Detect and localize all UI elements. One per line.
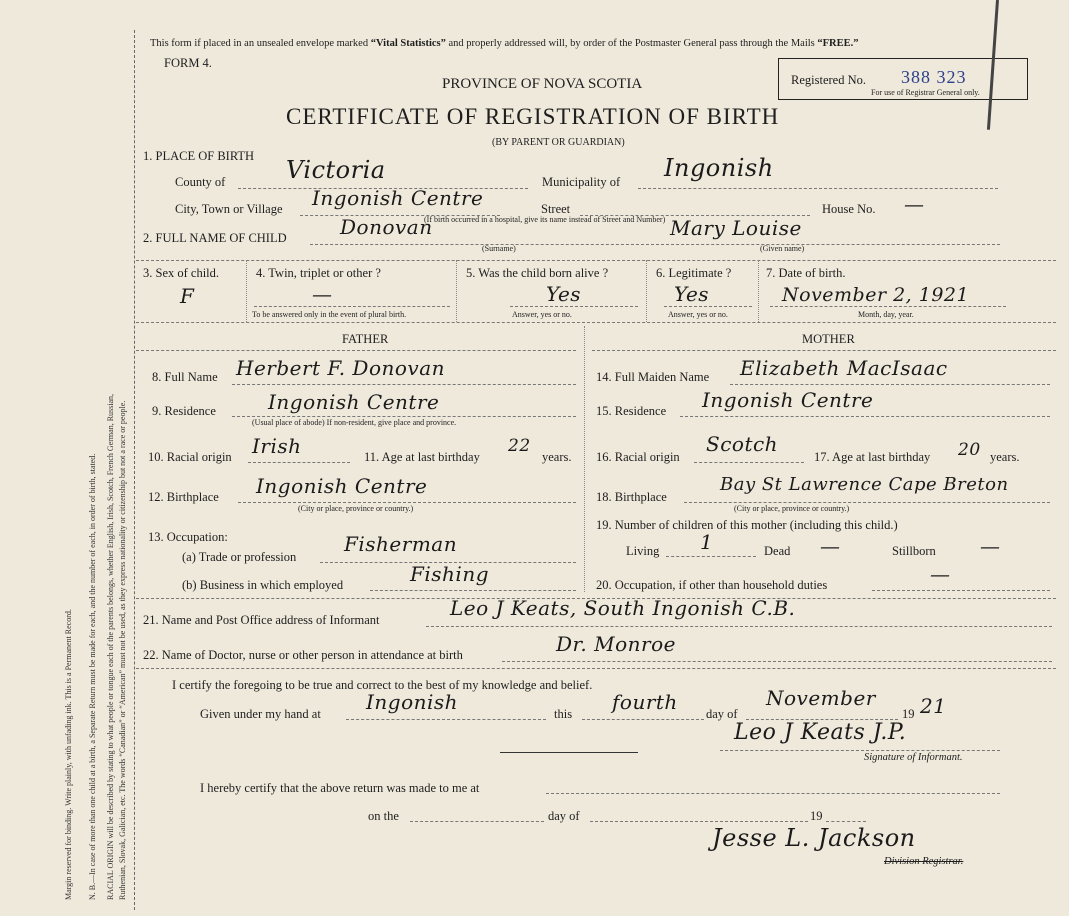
certify-text: I certify the foregoing to be true and correct to the best of my knowledge and belief.	[172, 678, 593, 692]
registrar-certify: I hereby certify that the above return was made to me at	[200, 781, 480, 795]
mother-residence-label: 15. Residence	[596, 404, 667, 418]
stamp-line	[500, 752, 638, 753]
alive-line	[510, 306, 638, 307]
registrar-year-prefix: 19	[810, 809, 823, 823]
alive-label: 5. Was the child born alive ?	[466, 266, 609, 280]
mother-racial-value: Scotch	[706, 432, 779, 456]
father-residence-label: 9. Residence	[152, 404, 216, 418]
father-residence-line	[232, 416, 576, 417]
living-value: 1	[700, 530, 714, 554]
place-label: 1. PLACE OF BIRTH	[143, 149, 255, 163]
col-divider-2	[456, 260, 457, 322]
father-birthplace-value: Ingonish Centre	[256, 474, 428, 498]
municipality-label: Municipality of	[542, 175, 621, 189]
child-surname: Donovan	[340, 215, 433, 239]
father-residence-value: Ingonish Centre	[268, 390, 440, 414]
postal-note-prefix: This form if placed in an unsealed envelope marked	[150, 38, 369, 49]
margin-rule	[134, 30, 135, 910]
father-age-years: years.	[542, 450, 572, 464]
date-line	[770, 306, 1006, 307]
sex-label: 3. Sex of child.	[143, 266, 220, 280]
col-divider-4	[758, 260, 759, 322]
mother-occupation-label: 20. Occupation, if other than household duties	[596, 578, 828, 592]
mother-residence-value: Ingonish Centre	[702, 388, 874, 412]
mother-birthplace-label: 18. Birthplace	[596, 490, 667, 504]
informant-signature-line	[720, 750, 1000, 751]
child-name-label: 2. FULL NAME OF CHILD	[143, 231, 287, 245]
mother-name-label: 14. Full Maiden Name	[596, 370, 710, 384]
municipality-line	[638, 188, 998, 189]
page-title: CERTIFICATE OF REGISTRATION OF BIRTH	[286, 104, 780, 129]
father-residence-note: (Usual place of abode) If non-resident, give place and province.	[252, 418, 457, 427]
city-label: City, Town or Village	[175, 202, 283, 216]
given-place-line	[346, 719, 546, 720]
trade-value: Fisherman	[344, 532, 458, 556]
mother-age-years: years.	[990, 450, 1020, 464]
dead-label: Dead	[764, 544, 791, 558]
house-value: —	[904, 192, 925, 216]
stillborn-value: —	[980, 534, 1001, 558]
mother-age-label: 17. Age at last birthday	[814, 450, 931, 464]
father-racial-label: 10. Racial origin	[148, 450, 232, 464]
alive-value: Yes	[546, 282, 582, 306]
twin-note: To be answered only in the event of plural birth.	[252, 310, 407, 319]
date-label: 7. Date of birth.	[766, 266, 846, 280]
day-value: fourth	[612, 690, 678, 714]
business-line	[370, 590, 576, 591]
registrar-place-line	[546, 793, 1000, 794]
county-label: County of	[175, 175, 226, 189]
twin-line	[254, 306, 450, 307]
province-heading: PROVINCE OF NOVA SCOTIA	[442, 76, 643, 92]
surname-note: (Surname)	[482, 244, 516, 253]
father-heading-line	[136, 350, 576, 351]
mother-occupation-value: —	[930, 562, 951, 586]
father-birthplace-note: (City or place, province or country.)	[298, 504, 414, 513]
registered-label: Registered No.	[791, 73, 866, 87]
mother-racial-line	[694, 462, 804, 463]
mother-racial-label: 16. Racial origin	[596, 450, 680, 464]
registrar-year-line	[826, 821, 866, 822]
county-value: Victoria	[286, 156, 386, 184]
registrar-month-line	[590, 821, 808, 822]
house-label: House No.	[822, 202, 876, 216]
legit-label: 6. Legitimate ?	[656, 266, 732, 280]
racial-origin-note: RACIAL ORIGIN will be described by stating to what people or tongue each of the parents belongs, whether English, Irish, Scotch, French German, Russian,	[106, 393, 115, 900]
registrar-signature: Jesse L. Jackson	[712, 824, 916, 852]
father-birthplace-label: 12. Birthplace	[148, 490, 219, 504]
mother-occupation-line	[872, 590, 1050, 591]
postal-note-mid: and properly addressed will, by order of the Postmaster General pass through the Mails	[448, 38, 815, 49]
father-racial-value: Irish	[252, 434, 302, 458]
mother-name-value: Elizabeth MacIsaac	[740, 356, 948, 380]
father-name-line	[232, 384, 576, 385]
sex-value: F	[180, 284, 195, 308]
certification-divider	[136, 668, 1056, 669]
child-name-line	[310, 244, 1000, 245]
doctor-value: Dr. Monroe	[556, 632, 676, 656]
registrar-day-of: day of	[548, 809, 580, 823]
street-label: Street	[541, 202, 571, 216]
city-value: Ingonish Centre	[312, 186, 484, 210]
twin-value: —	[312, 282, 333, 306]
municipality-value: Ingonish	[664, 154, 774, 182]
binding-note: Margin reserved for binding. Write plainly, with unfading ink. This is a Permanent Record.	[64, 609, 73, 900]
stillborn-label: Stillborn	[892, 544, 936, 558]
alive-note: Answer, yes or no.	[512, 310, 572, 319]
postal-note-free: “FREE.”	[817, 38, 859, 49]
doctor-line	[502, 661, 1052, 662]
col-divider-1	[246, 260, 247, 322]
mother-heading: MOTHER	[802, 332, 855, 346]
mother-birthplace-line	[684, 502, 1050, 503]
mother-heading-line	[592, 350, 1056, 351]
father-age-value: 22	[508, 436, 531, 456]
informant-signature-label: Signature of Informant.	[864, 752, 963, 763]
mother-birthplace-value: Bay St Lawrence Cape Breton	[720, 474, 1009, 495]
form-number: FORM 4.	[164, 56, 212, 70]
mother-name-line	[730, 384, 1050, 385]
informant-line	[426, 626, 1052, 627]
legit-note: Answer, yes or no.	[668, 310, 728, 319]
date-note: Month, day, year.	[858, 310, 914, 319]
business-value: Fishing	[410, 562, 489, 586]
subtitle: (BY PARENT OR GUARDIAN)	[492, 137, 625, 148]
given-note: (Given name)	[760, 244, 805, 253]
cert-year-value: 21	[920, 694, 947, 718]
mother-age-value: 20	[958, 440, 981, 460]
father-racial-line	[248, 462, 350, 463]
father-name-value: Herbert F. Donovan	[236, 356, 446, 380]
father-birthplace-line	[238, 502, 576, 503]
postal-note-vital: “Vital Statistics”	[370, 38, 446, 49]
day-of-label: day of	[706, 707, 738, 721]
registrar-day-line	[410, 821, 544, 822]
living-line	[666, 556, 756, 557]
registrar-label: Division Registrar.	[884, 856, 964, 867]
twin-label: 4. Twin, triplet or other ?	[256, 266, 381, 280]
multiple-birth-note: N. B.—In case of more than one child at a birth, a Separate Return must be made for each, and the number of each, in order of birth, stated.	[88, 453, 97, 900]
this-label: this	[554, 707, 573, 721]
occupation-label: 13. Occupation:	[148, 530, 228, 544]
trade-label: (a) Trade or profession	[182, 550, 297, 564]
postal-note	[150, 38, 859, 49]
mother-residence-line	[680, 416, 1050, 417]
mother-birthplace-note: (City or place, province or country.)	[734, 504, 850, 513]
day-line	[582, 719, 704, 720]
living-label: Living	[626, 544, 660, 558]
center-divider	[584, 326, 585, 592]
dead-value: —	[820, 534, 841, 558]
hospital-note: (If birth occurred in a hospital, give its name instead of Street and Number)	[424, 215, 666, 224]
children-label: 19. Number of children of this mother (including this child.)	[596, 518, 898, 532]
legit-value: Yes	[674, 282, 710, 306]
legit-line	[664, 306, 752, 307]
row-divider-bottom	[136, 322, 1056, 323]
registrar-note: For use of Registrar General only.	[871, 88, 980, 97]
doctor-label: 22. Name of Doctor, nurse or other person in attendance at birth	[143, 648, 463, 662]
informant-signature: Leo J Keats J.P.	[734, 720, 907, 745]
given-label: Given under my hand at	[200, 707, 321, 721]
father-name-label: 8. Full Name	[152, 370, 218, 384]
father-heading: FATHER	[342, 332, 389, 346]
month-value: November	[766, 686, 876, 710]
racial-origin-note-2: Ruthenian, Slovak, Galician, etc. The words “Canadian” or “American” must not be used, as they express nationality or citizenship but not a race or people.	[118, 400, 127, 900]
informant-label: 21. Name and Post Office address of Informant	[143, 613, 380, 627]
child-given: Mary Louise	[670, 216, 802, 240]
business-label: (b) Business in which employed	[182, 578, 344, 592]
father-age-label: 11. Age at last birthday	[364, 450, 480, 464]
row-divider-top	[136, 260, 1056, 261]
registered-number: 388 323	[901, 67, 967, 87]
date-value: November 2, 1921	[782, 284, 970, 306]
registrar-on-the: on the	[368, 809, 399, 823]
informant-value: Leo J Keats, South Ingonish C.B.	[450, 596, 796, 620]
given-place: Ingonish	[366, 690, 459, 714]
cert-year-prefix: 19	[902, 707, 915, 721]
col-divider-3	[646, 260, 647, 322]
